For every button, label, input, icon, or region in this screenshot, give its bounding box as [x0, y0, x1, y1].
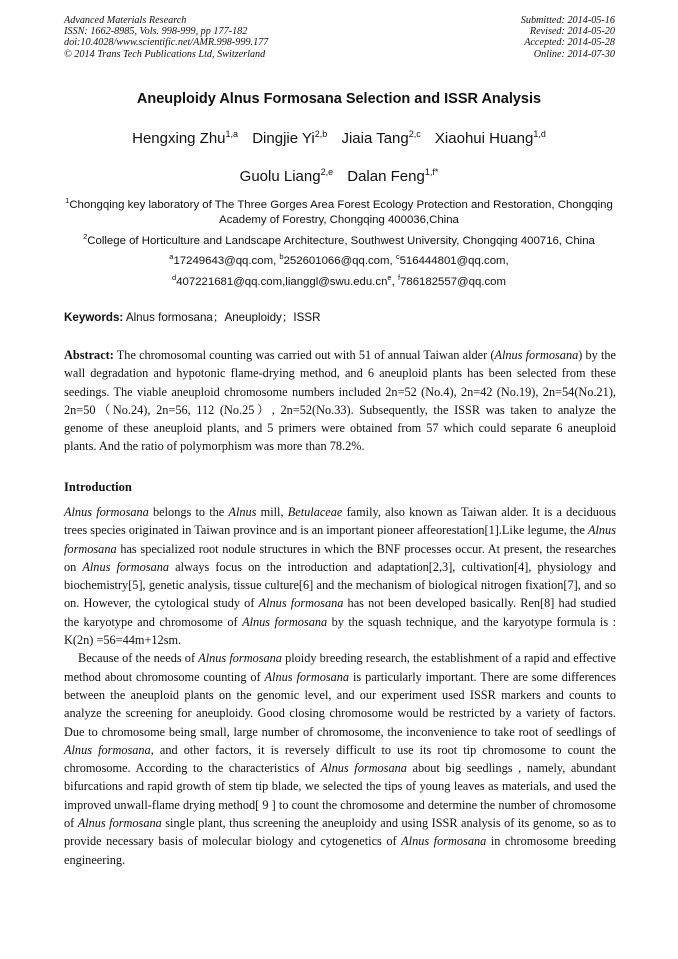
- author-name: Guolu Liang$^{2,e}$: [239, 167, 334, 185]
- issn-line: ISSN: 1662-8985, Vols. 998-999, pp 177-182: [64, 26, 248, 38]
- journal-header-left: [64, 15, 268, 60]
- keywords-text: Alnus formosana；Aneuploidy；ISSR: [125, 311, 321, 324]
- italic-term: Alnus formosana: [242, 614, 328, 629]
- email-text: ,: [391, 275, 398, 288]
- italic-term: Alnus formosana: [320, 761, 407, 776]
- author-name: Xiaohui Huang$^{1,d}$: [434, 129, 546, 147]
- paragraph-text: , and other factors, it is reversely difficult to use its root tip chromosome to count the chromosome. According to the characteristics of: [64, 742, 617, 776]
- copyright-line: © 2014 Trans Tech Publications Ltd, Switzerland: [64, 48, 266, 60]
- paragraph-text: is particularly important. There are some differences between the aneuploid plants on the genomic level, and our experiment used ISSR markers and counts to analyze the screening for aneuploidy. Good closing chromosome would be restricted by a variety of factors. Due to chromosome being small, large number of chromosome, the inconvenience to take root of seedlings of: [64, 669, 617, 739]
- email-list: [60, 249, 618, 290]
- email-superscript: b: [279, 252, 284, 262]
- submitted-date: Submitted: 2014-05-16: [520, 15, 615, 26]
- email-text: 17249643@qq.com,: [173, 255, 280, 268]
- italic-term: Betulaceae: [287, 505, 343, 519]
- email-text: 407221681@qq.com,: [176, 275, 286, 288]
- paragraph-text: about big seedlings , namely, abundant bifurcations and rapid growth of stem tip blade, we selected the tips of young leaves as materials, and used the improved unwall-flame drying method[ 9 ] to count the chromosome and determine the number of chromosome of: [64, 761, 616, 831]
- author-line-1: [0, 129, 678, 147]
- paragraph-text: single plant, thus screening the aneuploidy and using ISSR analysis of its genome, so as to provide necessary basis of molecular biology and cytogenetics of: [64, 816, 616, 849]
- paragraph-text: by the squash technique, and the karyotype formula is : K(2n) =56=44m+12sm.: [64, 614, 616, 648]
- paragraph-text: always focus on the introduction and adaptation[2,3], cultivation[4], physiology and biochemistry[5], genetic analysis, tissue culture[6] and the mechanism of biological nitrogen fixation[7], and so on. However, the cytological study of: [64, 559, 617, 611]
- intro-paragraph-2: [64, 649, 616, 869]
- paragraph-text: family, also known as Taiwan alder. It is a deciduous trees species originated in Taiwan province and is an important pioneer affeorestation[1].Like legume, the: [64, 505, 617, 538]
- italic-term: Alnus formosana: [82, 559, 170, 574]
- paragraph-text: in chromosome breeding engineering.: [64, 834, 616, 867]
- author-line-2: [0, 167, 678, 185]
- italic-term: Alnus formosana: [64, 742, 151, 757]
- paragraph-text: belongs to the: [148, 505, 229, 519]
- italic-term: Alnus formosana: [401, 834, 487, 849]
- abstract-label: Abstract:: [64, 348, 114, 362]
- email-superscript: f: [397, 272, 401, 282]
- paragraph-text: has specialized root nodule structures in which the BNF processes occur. At present, the researches on: [64, 541, 616, 574]
- abstract: Abstract: The chromosomal counting was carried out with 51 of annual Taiwan alder (Alnus formosana) by the wall degradation and hypotonic flame-drying method, and 6 aneuploid plants has been selected from these seedings. The viable aneuploid chromosome numbers included 2n=52 (No.4), 2n=42 (No.19), 2n=54(No.21), 2n=50（No.24), 2n=56, 112 (No.25）, 2n=52(No.33). Subsequently, the ISSR was taken to analyze the genome of these aneuploid plants, and 5 primers were obtained from 57 which could separate 6 aneuploid plants. And the ratio of polymorphism was more than 78.2%.: [64, 348, 616, 454]
- paragraph-text: ploidy breeding research, the establishment of a rapid and effective method about chromosome counting of: [64, 651, 616, 684]
- italic-term: Alnus formosana: [264, 669, 350, 684]
- affiliation-2: $^2$College of Horticulture and Landscape Architecture, Southwest University, Chongqing 400716, China: [83, 231, 595, 247]
- keywords-label: Keywords:: [64, 311, 124, 324]
- paragraph-text: has not been developed basically. Ren[8] had studied the karyotype and chromosome of: [64, 596, 616, 629]
- journal-header-right: [521, 15, 615, 60]
- email-superscript: a: [169, 252, 174, 262]
- accepted-date: Accepted: 2014-05-28: [524, 37, 615, 49]
- author-name: Hengxing Zhu$^{1,a}$: [132, 129, 239, 147]
- author-name: Jiaia Tang$^{2,c}$: [341, 129, 421, 147]
- author-name: Dingjie Yi$^{2,b}$: [252, 129, 328, 147]
- paragraph-text: Because of the needs of: [78, 651, 199, 666]
- email-superscript: e: [387, 272, 392, 282]
- paragraph-text: mill,: [256, 505, 288, 519]
- italic-term: Alnus: [228, 505, 257, 519]
- email-superscript: c: [395, 252, 400, 262]
- section-heading-introduction: Introduction: [64, 480, 132, 494]
- email-text: 252601066@qq.com,: [283, 255, 396, 268]
- affiliation-1: $^1$Chongqing key laboratory of The Three Gorges Area Forest Ecology Protection and Restoration, Chongqing Academy of Forestry, Chongqing 400036,China: [65, 196, 613, 227]
- italic-term: Alnus formosana: [64, 523, 616, 556]
- online-date: Online: 2014-07-30: [533, 48, 615, 60]
- affiliations: [60, 193, 618, 290]
- email-text: 786182557@qq.com: [400, 275, 506, 288]
- paper-title: Aneuploidy Alnus Formosana Selection and ISSR Analysis: [136, 91, 542, 107]
- email-text: lianggl@swu.edu.cn: [285, 275, 388, 288]
- email-text: 516444801@qq.com,: [399, 255, 509, 268]
- italic-term: Alnus formosana: [77, 816, 162, 831]
- journal-name: Advanced Materials Research: [64, 15, 187, 26]
- introduction-body: [64, 503, 616, 869]
- italic-term: Alnus formosana: [258, 596, 344, 611]
- italic-term: Alnus formosana: [198, 651, 282, 666]
- revised-date: Revised: 2014-05-20: [529, 26, 615, 38]
- keywords: [64, 309, 616, 325]
- email-superscript: d: [172, 272, 177, 282]
- intro-paragraph-1: [64, 503, 616, 649]
- author-name: Dalan Feng$^{1,f*}$: [347, 167, 439, 185]
- italic-term: Alnus formosana: [64, 505, 149, 519]
- doi-line: doi:10.4028/www.scientific.net/AMR.998-999.177: [64, 37, 269, 49]
